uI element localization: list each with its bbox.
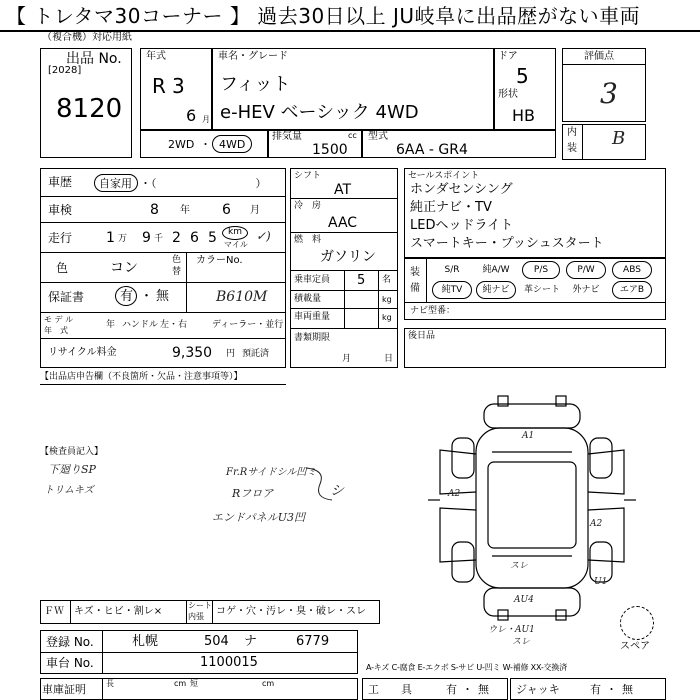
inspector-note-5: エンドパネルU3凹 — [212, 511, 306, 524]
car-diagram — [418, 392, 646, 624]
parking-label: 車庫証明 — [42, 683, 86, 696]
mileage-d5: 5 — [208, 230, 217, 246]
capacity-value: 5 — [357, 273, 366, 288]
color-value: コン — [110, 260, 138, 276]
model-year-unit: 年 — [106, 320, 116, 330]
door-value: 5 — [516, 64, 529, 88]
interior-value: B — [612, 128, 626, 149]
model-year-l1: モ デ ル — [44, 315, 74, 324]
type-value: 6AA - GR4 — [396, 142, 468, 158]
banner-box — [0, 0, 700, 32]
inspector-note-2: トリムキズ — [44, 485, 94, 496]
color-change-1: 色 — [172, 255, 182, 265]
equip-leather: 革シート — [523, 285, 560, 295]
load-unit: kg — [382, 295, 392, 304]
warranty-label: 保証書 — [48, 290, 85, 304]
equipment-label-1: 装 — [410, 267, 420, 278]
handle-lr: 左・右 — [160, 320, 188, 330]
spare-label: スペア — [620, 641, 650, 652]
mileage-mile: マイル — [224, 240, 248, 249]
history-value: 自家用 — [99, 177, 132, 190]
drive-4wd: 4WD — [219, 138, 246, 151]
lot-prefix: [2028] — [48, 65, 82, 76]
mileage-d1: 1 — [106, 230, 115, 246]
seat-items: コゲ・穴・汚レ・臭・破レ・スレ — [216, 606, 366, 617]
parking-box — [40, 678, 358, 700]
sales-point-3: LEDヘッドライト — [410, 218, 514, 233]
door-label: ドア — [498, 51, 518, 62]
jack-no: 無 — [622, 683, 633, 696]
sales-label: セールスポイント — [408, 171, 480, 181]
displacement-label: 排気量 — [272, 131, 302, 142]
sales-point-1: ホンダセンシング — [410, 182, 513, 197]
year-label: 年式 — [146, 51, 166, 62]
drive-sep: ・ — [200, 138, 211, 151]
seat-label-1: シート — [188, 601, 212, 610]
recycle-unit: 円 — [226, 349, 236, 359]
equip-tv: 純TV — [432, 281, 472, 299]
year-value: 3 — [172, 74, 185, 98]
mileage-u2: 千 — [154, 234, 164, 244]
load-label: 積載量 — [294, 294, 322, 304]
navi-model-label: ナビ型番： — [410, 306, 456, 316]
history-label: 車歴 — [48, 175, 73, 189]
displacement-value: 1500 — [312, 142, 348, 158]
jack-yes: 有 — [590, 683, 601, 696]
inspector-note-6: シ — [330, 483, 344, 499]
ac-value: AAC — [328, 215, 358, 231]
equip-airbag: エアB — [612, 281, 652, 299]
history-rest: ・（ ） — [140, 177, 267, 190]
parking-long: 長 — [106, 679, 114, 688]
parking-short: 短 — [190, 679, 198, 688]
inspector-note-3: Fr.Rサイドシル凹ミ — [226, 467, 317, 478]
lot-number: 8120 — [56, 94, 123, 124]
year-month-unit: 月 — [202, 115, 210, 124]
capacity-unit: 名 — [382, 275, 392, 285]
dealer-label: ディーラー・並行 — [212, 320, 284, 330]
registration-class: 504 — [204, 634, 229, 649]
warranty-no: 無 — [156, 289, 170, 304]
score-label: 評価点 — [584, 51, 614, 62]
inspection-label: 車検 — [48, 203, 73, 217]
model-label: 車名・グレード — [218, 51, 288, 62]
seat-label-2: 内張 — [188, 612, 204, 621]
shape-value: HB — [512, 106, 536, 125]
damage-mark-right: A2 — [590, 519, 603, 529]
model-year-l2: 年 式 — [44, 326, 68, 335]
spare-tire-circle — [620, 606, 654, 640]
weight-unit: kg — [382, 313, 392, 322]
inspector-label: 【検査員記入】 — [40, 447, 104, 457]
registration-kana: ナ — [244, 634, 258, 649]
color-change-2: 替 — [172, 267, 182, 277]
type-label: 型式 — [368, 131, 388, 142]
doc-label: 書類期限 — [294, 333, 331, 343]
parking-cm-1: cm — [174, 679, 187, 688]
damage-mark-bottom: ウレ・AU1 — [488, 625, 535, 635]
chassis-value: 1100015 — [200, 655, 258, 670]
shape-label: 形状 — [498, 89, 518, 100]
year-era: R — [152, 74, 166, 98]
mileage-d4: 6 — [190, 230, 199, 246]
color-label: 色 — [56, 261, 69, 275]
interior-label-2: 装 — [567, 143, 577, 154]
score-value: 3 — [600, 77, 618, 110]
jack-label: ジャッキ — [516, 683, 560, 696]
recycle-label: リサイクル料金 — [48, 347, 117, 358]
banner-title: 【 トレタマ30コーナー 】 過去30日以上 JU岐阜に出品歴がない車両 — [6, 4, 641, 28]
fuel-label: 燃 料 — [294, 235, 322, 245]
equip-ext-navi: 外ナビ — [572, 285, 600, 295]
damage-mark-rear-right: U1 — [594, 577, 608, 587]
mileage-u1: 万 — [118, 234, 128, 244]
sales-point-4: スマートキー・プッシュスタート — [410, 236, 604, 251]
mileage-check: ✓) — [256, 229, 271, 243]
equip-pw: P/W — [566, 261, 606, 279]
fw-items: キズ・ヒビ・割レ× — [74, 606, 163, 617]
seller-notes-label: 【出品店申告欄（不良箇所・欠品・注意事項等）】 — [40, 372, 243, 382]
capacity-label: 乗車定員 — [294, 275, 331, 285]
registration-place: 札幌 — [132, 634, 159, 649]
mileage-km: km — [228, 227, 242, 237]
fw-label: ＦＷ — [44, 606, 64, 617]
registration-label: 登録 No. — [46, 635, 94, 649]
damage-mark-front: A1 — [522, 431, 535, 441]
parking-cm-2: cm — [262, 679, 275, 688]
recycle-value: 9,350 — [172, 345, 213, 361]
year-month: 6 — [186, 106, 197, 125]
damage-mark-bottom-2: スレ — [512, 637, 531, 647]
mileage-d2: 9 — [142, 230, 151, 246]
weight-label: 車両重量 — [294, 312, 331, 322]
inspection-year: 8 — [150, 202, 159, 218]
shift-label: シフト — [294, 171, 322, 181]
damage-mark-rear: AU4 — [514, 595, 534, 605]
damage-legend: A-キズ C-腐食 E-エクボ S-サビ U-凹ミ W-補修 XX-交換済 — [366, 663, 567, 672]
recycle-note: 預託済 — [242, 349, 270, 359]
inspection-month: 6 — [222, 202, 231, 218]
tools-label: 工 具 — [368, 683, 412, 696]
equip-sr: S/R — [444, 265, 460, 275]
tools-no: 無 — [478, 683, 489, 696]
warranty-yes: 有 — [120, 289, 134, 304]
equip-navi: 純ナビ — [476, 281, 516, 299]
inspection-year-unit: 年 — [180, 205, 190, 216]
drive-2wd: 2WD — [168, 138, 195, 151]
after-box — [404, 328, 666, 368]
equipment-label-2: 備 — [410, 283, 420, 294]
inspector-bracket — [300, 464, 340, 504]
inspection-month-unit: 月 — [250, 205, 260, 216]
equip-alloy: 純A/W — [482, 265, 510, 275]
interior-label-1: 内 — [567, 127, 577, 138]
shift-value: AT — [334, 182, 352, 198]
displacement-unit: cc — [348, 131, 357, 140]
jack-sep: ・ — [606, 683, 617, 696]
chassis-label: 車台 No. — [46, 656, 94, 670]
mileage-d3: 2 — [172, 230, 181, 246]
equip-abs: ABS — [612, 261, 652, 279]
ac-label: 冷 房 — [294, 201, 322, 211]
damage-mark-rear-inner: スレ — [510, 561, 529, 571]
color-no-label: カラーNo. — [196, 255, 243, 266]
equip-ps: P/S — [522, 261, 560, 279]
inspector-note-1: 下廻りSP — [48, 463, 96, 476]
tools-sep: ・ — [462, 683, 473, 696]
damage-mark-left: A2 — [448, 489, 461, 499]
fuel-value: ガソリン — [320, 249, 376, 265]
tools-yes: 有 — [446, 683, 457, 696]
color-no-value: B610M — [216, 289, 268, 305]
doc-month: 月 — [342, 354, 352, 364]
sub-note: （複合機）対応用紙 — [42, 32, 132, 43]
model-grade: e-HEV ベーシック 4WD — [220, 102, 419, 123]
model-name: フィット — [220, 74, 291, 95]
inspector-note-4: Rフロア — [232, 487, 274, 500]
handle-label: ハンドル — [122, 320, 159, 330]
mileage-label: 走行 — [48, 231, 73, 245]
warranty-sep: ・ — [140, 289, 154, 304]
sales-point-2: 純正ナビ・TV — [410, 200, 492, 215]
doc-day: 日 — [384, 354, 394, 364]
registration-number: 6779 — [296, 634, 330, 649]
lot-label: 出品 No. — [66, 51, 122, 67]
after-label: 後日品 — [408, 331, 436, 341]
